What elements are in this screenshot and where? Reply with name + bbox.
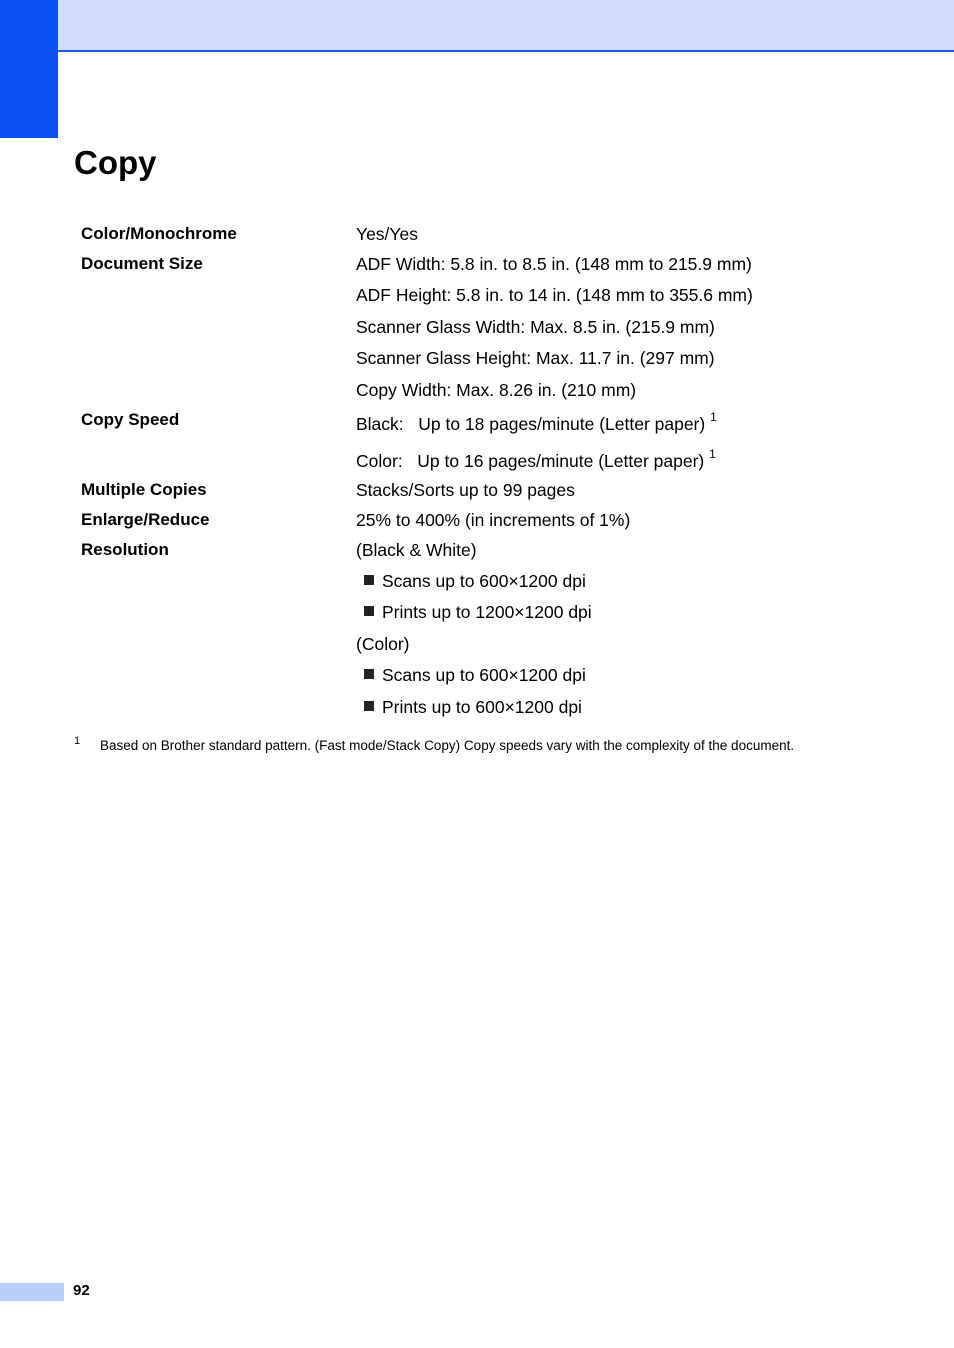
spec-value-multiple-copies: Stacks/Sorts up to 99 pages bbox=[356, 480, 575, 500]
footnote-ref: 1 bbox=[709, 447, 716, 462]
page-number: 92 bbox=[73, 1282, 90, 1299]
square-bullet-icon bbox=[364, 701, 374, 711]
spec-value-enlarge-reduce: 25% to 400% (in increments of 1%) bbox=[356, 510, 631, 530]
spec-value-glass-height: Scanner Glass Height: Max. 11.7 in. (297 mm) bbox=[356, 348, 715, 368]
resolution-color-print: Prints up to 600×1200 dpi bbox=[382, 697, 582, 717]
spec-value-adf-height: ADF Height: 5.8 in. to 14 in. (148 mm to 355.6 mm) bbox=[356, 285, 753, 305]
spec-value-glass-width: Scanner Glass Width: Max. 8.5 in. (215.9 mm) bbox=[356, 317, 715, 337]
footnote-mark: 1 bbox=[74, 735, 81, 747]
spec-value-copy-speed-black bbox=[356, 410, 717, 435]
footer-band bbox=[0, 1283, 64, 1301]
square-bullet-icon bbox=[364, 606, 374, 616]
spec-label-document-size: Document Size bbox=[81, 254, 203, 273]
header-band bbox=[58, 0, 954, 52]
resolution-bw-scan: Scans up to 600×1200 dpi bbox=[382, 571, 586, 591]
square-bullet-icon bbox=[364, 575, 374, 585]
footnote-ref: 1 bbox=[710, 410, 717, 425]
spec-label-color-monochrome: Color/Monochrome bbox=[81, 224, 237, 243]
resolution-bw-print: Prints up to 1200×1200 dpi bbox=[382, 602, 592, 622]
resolution-bw-heading: (Black & White) bbox=[356, 540, 477, 560]
spec-value-adf-width: ADF Width: 5.8 in. to 8.5 in. (148 mm to 215.9 mm) bbox=[356, 254, 752, 274]
page-title: Copy bbox=[74, 144, 157, 181]
spec-label-resolution: Resolution bbox=[81, 540, 169, 559]
spec-label-enlarge-reduce: Enlarge/Reduce bbox=[81, 510, 210, 529]
copy-speed-color-text: Color: Up to 16 pages/minute (Letter paper) bbox=[356, 451, 705, 471]
square-bullet-icon bbox=[364, 669, 374, 679]
spec-value-copy-width: Copy Width: Max. 8.26 in. (210 mm) bbox=[356, 380, 637, 400]
chapter-tab bbox=[0, 0, 58, 138]
footnote-text: Based on Brother standard pattern. (Fast mode/Stack Copy) Copy speeds vary with the complexity of the document. bbox=[100, 738, 795, 753]
resolution-color-scan: Scans up to 600×1200 dpi bbox=[382, 665, 586, 685]
resolution-color-heading: (Color) bbox=[356, 634, 410, 654]
spec-label-copy-speed: Copy Speed bbox=[81, 410, 180, 429]
spec-value-copy-speed-color bbox=[356, 447, 716, 472]
spec-value-color-monochrome: Yes/Yes bbox=[356, 224, 418, 244]
copy-speed-black-text: Black: Up to 18 pages/minute (Letter paper) bbox=[356, 414, 706, 434]
spec-label-multiple-copies: Multiple Copies bbox=[81, 480, 207, 499]
